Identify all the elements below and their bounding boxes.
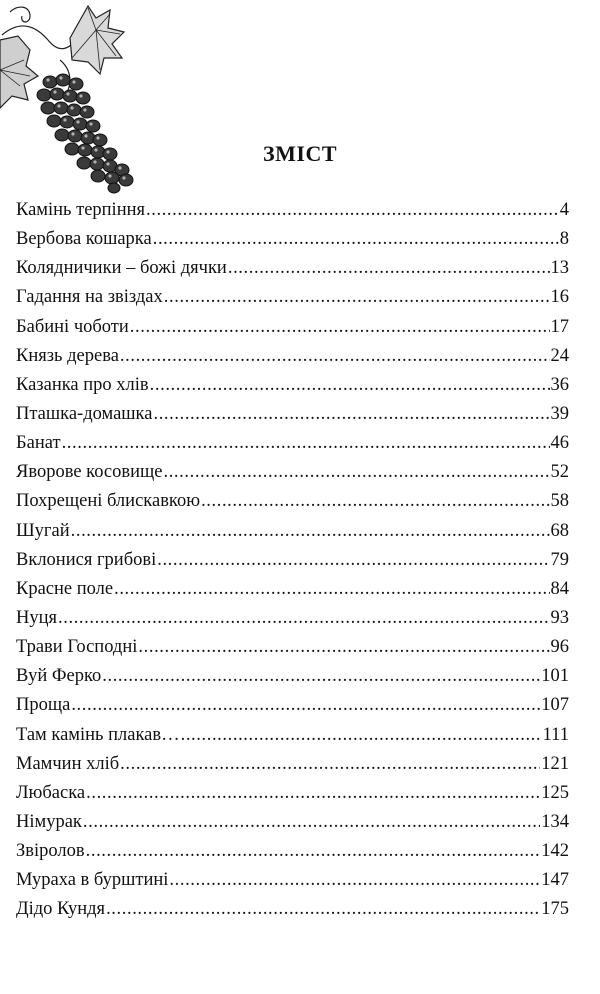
toc-entry-page: 84 — [550, 578, 569, 599]
toc-entry-title: Пташка-домашка — [16, 403, 153, 424]
toc-entry-title: Вербова кошарка — [16, 229, 152, 250]
dot-leader — [228, 254, 550, 283]
toc-entry-page: 121 — [541, 753, 569, 774]
toc-entry[interactable] — [16, 342, 569, 371]
toc-entry-title: Красне поле — [16, 578, 114, 599]
toc-entry-title: Вуй Ферко — [16, 666, 102, 687]
dot-leader — [62, 429, 550, 458]
toc-entry[interactable] — [16, 575, 569, 604]
toc-entry[interactable] — [16, 633, 569, 662]
toc-entry-title: Мамчин хліб — [16, 753, 120, 774]
toc-entry-title: Трави Господні — [16, 637, 138, 658]
toc-entry-page: 134 — [541, 811, 569, 832]
dot-leader — [163, 458, 549, 487]
toc-entry-page: 175 — [541, 899, 569, 920]
toc-entry-page: 16 — [550, 287, 569, 308]
toc-entry-title: Колядничики – божі дячки — [16, 258, 227, 279]
toc-entry[interactable] — [16, 691, 569, 720]
toc-entry[interactable] — [16, 487, 569, 516]
toc-entry-title: Мураха в бурштині — [16, 870, 169, 891]
toc-entry-page: 17 — [550, 316, 569, 337]
dot-leader — [164, 283, 550, 312]
dot-leader — [153, 225, 559, 254]
toc-entry-title: Бабині чоботи — [16, 316, 129, 337]
toc-entry-title: Вклонися грибові — [16, 549, 157, 570]
toc-entry[interactable] — [16, 721, 569, 750]
dot-leader — [169, 866, 540, 895]
dot-leader — [102, 662, 540, 691]
dot-leader — [120, 342, 550, 371]
toc-entry-page: 4 — [559, 200, 569, 220]
toc-entry[interactable] — [16, 604, 569, 633]
toc-entry-page: 111 — [542, 724, 569, 745]
toc-entry-page: 147 — [541, 870, 569, 891]
toc-entry-title: Гадання на звіздах — [16, 287, 163, 308]
toc-entry[interactable] — [16, 837, 569, 866]
dot-leader — [86, 779, 540, 808]
toc-entry-title: Банат — [16, 433, 61, 454]
toc-entry-title: Звіролов — [16, 841, 85, 862]
toc-entry[interactable] — [16, 866, 569, 895]
toc-entry-page: 52 — [550, 462, 569, 483]
toc-entry[interactable] — [16, 225, 569, 254]
toc-entry-page: 36 — [550, 374, 569, 395]
toc-entry[interactable] — [16, 400, 569, 429]
toc-entry-page: 46 — [550, 433, 569, 454]
toc-entry[interactable] — [16, 196, 569, 225]
toc-entry[interactable] — [16, 313, 569, 342]
table-of-contents — [16, 196, 569, 925]
toc-entry-title: Похрещені блискавкою — [16, 491, 201, 512]
toc-entry-page: 93 — [550, 607, 569, 628]
dot-leader — [181, 721, 542, 750]
toc-entry[interactable] — [16, 283, 569, 312]
toc-entry-title: Яворове косовище — [16, 462, 163, 483]
toc-entry-title: Казанка про хлів — [16, 374, 149, 395]
toc-entry-title: Князь дерева — [16, 345, 119, 366]
toc-entry[interactable] — [16, 371, 569, 400]
toc-entry[interactable] — [16, 458, 569, 487]
dot-leader — [157, 546, 549, 575]
dot-leader — [150, 371, 550, 400]
dot-leader — [86, 837, 541, 866]
dot-leader — [120, 750, 540, 779]
toc-entry-page: 101 — [541, 666, 569, 687]
toc-entry-page: 13 — [550, 258, 569, 279]
dot-leader — [83, 808, 540, 837]
dot-leader — [71, 517, 550, 546]
toc-entry-title: Камінь терпіння — [16, 200, 146, 220]
toc-entry-page: 96 — [550, 637, 569, 658]
toc-entry[interactable] — [16, 895, 569, 924]
toc-entry-page: 24 — [550, 345, 569, 366]
toc-entry[interactable] — [16, 779, 569, 808]
toc-entry-page: 79 — [550, 549, 569, 570]
dot-leader — [138, 633, 549, 662]
page-title: ЗМІСТ — [263, 141, 337, 166]
toc-entry[interactable] — [16, 429, 569, 458]
dot-leader — [130, 313, 550, 342]
toc-entry-title: Там камінь плакав… — [16, 724, 180, 745]
toc-entry-page: 142 — [541, 841, 569, 862]
toc-entry[interactable] — [16, 750, 569, 779]
dot-leader — [71, 691, 540, 720]
toc-entry[interactable] — [16, 546, 569, 575]
dot-leader — [106, 895, 540, 924]
toc-entry-title: Проща — [16, 695, 71, 716]
toc-entry[interactable] — [16, 808, 569, 837]
toc-entry-page: 8 — [559, 229, 569, 250]
toc-entry[interactable] — [16, 254, 569, 283]
toc-entry-page: 39 — [550, 403, 569, 424]
toc-entry-title: Дідо Кундя — [16, 899, 106, 920]
dot-leader — [201, 487, 549, 516]
toc-entry-title: Любаска — [16, 782, 86, 803]
toc-entry-title: Нуця — [16, 607, 58, 628]
toc-entry-page: 107 — [541, 695, 569, 716]
toc-entry[interactable] — [16, 662, 569, 691]
dot-leader — [114, 575, 549, 604]
dot-leader — [146, 196, 559, 225]
toc-entry-title: Німурак — [16, 811, 82, 832]
dot-leader — [153, 400, 549, 429]
toc-entry-title: Шугай — [16, 520, 70, 541]
toc-entry[interactable] — [16, 517, 569, 546]
toc-entry-page: 68 — [550, 520, 569, 541]
toc-entry-page: 58 — [550, 491, 569, 512]
toc-entry-page: 125 — [541, 782, 569, 803]
dot-leader — [58, 604, 549, 633]
